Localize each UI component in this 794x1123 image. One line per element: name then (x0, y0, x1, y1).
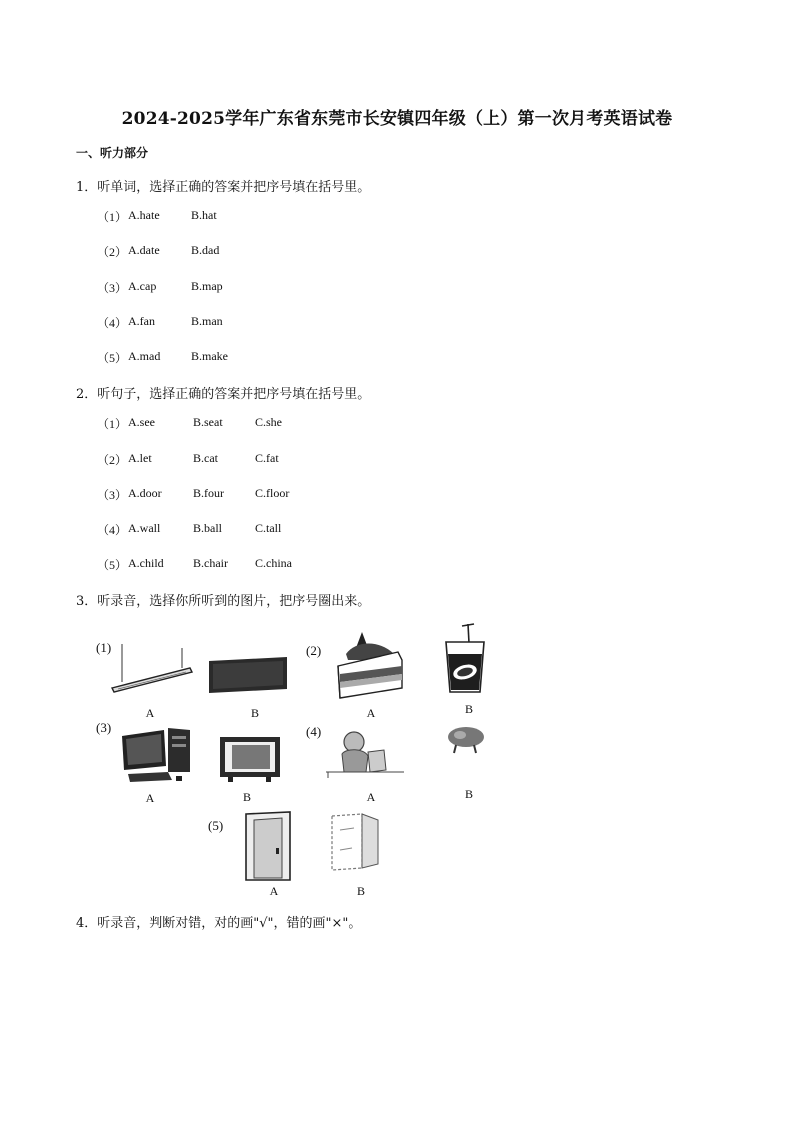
picture-label-b: B (464, 702, 474, 716)
picture-number: (1) (96, 640, 112, 655)
option-a: A.mad (128, 349, 161, 363)
picture-number: (3) (96, 720, 112, 735)
cake-icon (332, 630, 408, 700)
option-a: A.fan (128, 314, 155, 328)
option-b: B.hat (191, 208, 217, 222)
option-a: A.wall (128, 521, 161, 535)
picture-label-b: B (250, 706, 260, 720)
picture-label-a: A (145, 791, 155, 805)
item-number: （4） (97, 523, 128, 537)
option-a: A.child (128, 556, 164, 570)
item-number: （5） (97, 558, 128, 572)
question-1-prompt: 1．听单词，选择正确的答案并把序号填在括号里。 (76, 180, 371, 195)
picture-number: (5) (208, 818, 224, 833)
option-b: B.chair (193, 556, 228, 570)
picture-number: (4) (306, 724, 322, 739)
question-2-prompt: 2．听句子，选择正确的答案并把序号填在括号里。 (76, 387, 371, 402)
option-b: B.cat (193, 451, 218, 465)
option-b: B.seat (193, 415, 223, 429)
question-4-prompt: 4．听录音，判断对错，对的画"√"，错的画"×"。 (76, 916, 362, 931)
animal-icon (444, 723, 488, 755)
section-heading-listening: 一、听力部分 (76, 146, 149, 160)
blackboard-ruler-icon (106, 642, 196, 700)
option-c: C.she (255, 415, 282, 429)
item-number: （2） (97, 453, 128, 467)
computer-icon (118, 726, 194, 784)
option-b: B.four (193, 486, 224, 500)
option-c: C.tall (255, 521, 282, 535)
window-icon (322, 810, 386, 872)
door-icon (240, 810, 294, 882)
question-3-prompt: 3．听录音，选择你所听到的图片，把序号圈出来。 (76, 594, 371, 609)
cola-glass-icon (440, 622, 490, 696)
item-number: （3） (97, 488, 128, 502)
item-number: （1） (97, 210, 128, 224)
picture-label-b: B (464, 787, 474, 801)
picture-label-a: A (366, 790, 376, 804)
item-number: （3） (97, 281, 128, 295)
item-number: （4） (97, 316, 128, 330)
option-a: A.let (128, 451, 152, 465)
option-b: B.make (191, 349, 228, 363)
picture-label-b: B (242, 790, 252, 804)
picture-label-a: A (145, 706, 155, 720)
option-a: A.cap (128, 279, 157, 293)
option-c: C.china (255, 556, 292, 570)
item-number: （5） (97, 351, 128, 365)
option-b: B.dad (191, 243, 220, 257)
option-a: A.hate (128, 208, 160, 222)
option-b: B.ball (193, 521, 222, 535)
option-b: B.man (191, 314, 223, 328)
tv-icon (218, 733, 282, 783)
picture-label-a: A (269, 884, 279, 898)
picture-number: (2) (306, 643, 322, 658)
person-at-desk-icon (324, 726, 408, 778)
option-a: A.door (128, 486, 162, 500)
option-c: C.fat (255, 451, 279, 465)
option-b: B.map (191, 279, 223, 293)
page-title: 2024-2025学年广东省东莞市长安镇四年级（上）第一次月考英语试卷 (121, 109, 673, 129)
option-c: C.floor (255, 486, 290, 500)
blackboard-icon (207, 655, 289, 695)
item-number: （1） (97, 417, 128, 431)
item-number: （2） (97, 245, 128, 259)
option-a: A.date (128, 243, 160, 257)
picture-label-a: A (366, 706, 376, 720)
option-a: A.see (128, 415, 155, 429)
picture-label-b: B (356, 884, 366, 898)
